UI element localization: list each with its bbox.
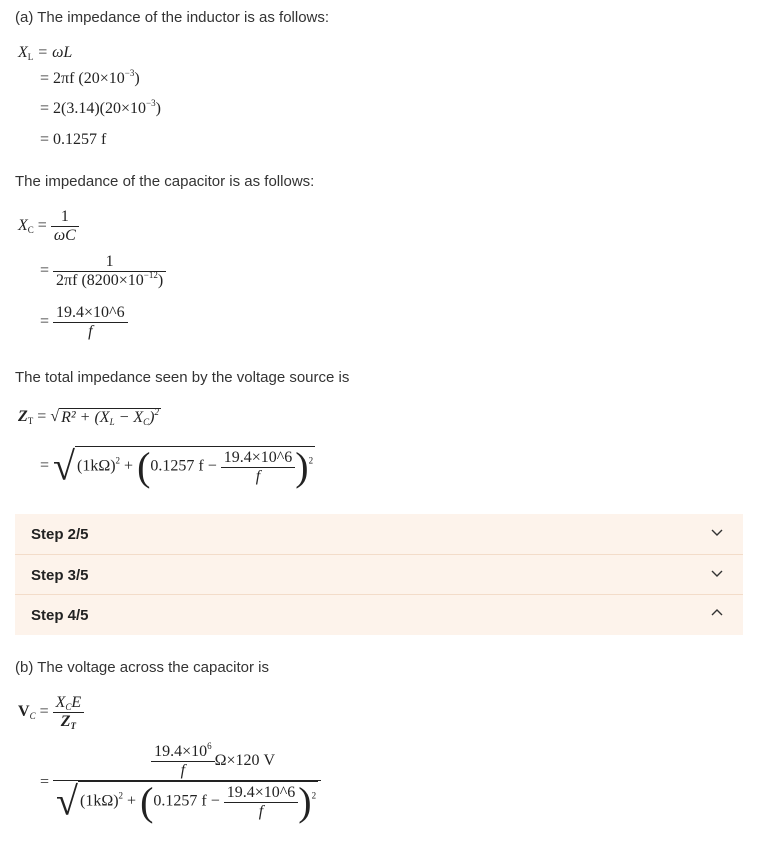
vc-inner-den: f — [151, 761, 215, 780]
xc-fraction-3 — [53, 304, 128, 341]
step-4-toggle[interactable] — [15, 595, 743, 635]
xc-line-2 — [40, 253, 166, 290]
xl-line-1-rhs: = ωL — [37, 44, 73, 61]
zt-line-2 — [40, 443, 315, 489]
equals-sign: = — [40, 262, 50, 280]
equals-sign: = — [40, 313, 50, 331]
vc-den2-exp: 2 — [311, 790, 317, 801]
xl-line-2 — [40, 70, 140, 88]
xc-f3-num: 19.4×10^6 — [56, 304, 125, 321]
chevron-down-icon — [709, 565, 725, 581]
zt-rhs-end: ) — [149, 409, 155, 426]
xc-f2-num: 1 — [105, 253, 114, 270]
vc-inner-fraction — [151, 743, 215, 780]
xl-subscript: L — [27, 52, 34, 62]
xc-f2-den: 2πf (8200×10 — [56, 272, 144, 289]
equals-sign: = — [39, 703, 49, 721]
equals-sign: = — [40, 457, 50, 475]
xc-f2-den-end: ) — [157, 272, 164, 289]
xl-line-3 — [40, 100, 161, 118]
vc-den2-a-exp: 2 — [118, 790, 124, 801]
zt-subscript: T — [27, 416, 34, 427]
step-2-toggle[interactable] — [15, 514, 743, 554]
vc-den2-den: f — [224, 802, 299, 821]
capacitor-intro: The impedance of the capacitor is as follows: — [15, 173, 315, 190]
equals-sign: = — [37, 408, 47, 426]
left-paren: ( — [140, 779, 154, 824]
step-3-toggle[interactable] — [15, 555, 743, 595]
vc-big-num — [53, 743, 321, 780]
xc-line-3 — [40, 304, 128, 341]
chevron-down-icon — [709, 524, 725, 540]
xc-symbol: X — [18, 217, 28, 235]
zt-line-2-num: 19.4×10^6 — [223, 448, 293, 466]
vc-den2-num: 19.4×10^6 — [226, 783, 296, 801]
step-label: Step 4/5 — [31, 607, 89, 624]
zt-rhs-sub2: C — [143, 417, 150, 427]
step-label: Step 2/5 — [31, 526, 89, 543]
vc-den2-fraction — [224, 784, 299, 821]
zt-rhs-exp: 2 — [154, 407, 159, 417]
zt-line-2-radicand — [75, 446, 315, 487]
vc-den2-a: (1kΩ) — [79, 792, 119, 810]
vc-subscript: C — [29, 711, 36, 722]
vc-num-e: E — [71, 694, 82, 711]
equals-sign: = — [40, 773, 50, 791]
zt-rhs-mid: − X — [114, 409, 144, 426]
vc-num-sub: C — [65, 702, 72, 712]
xc-line-1 — [18, 208, 79, 245]
xc-subscript: C — [27, 225, 34, 236]
vc-inner-num-exp: 6 — [207, 741, 212, 751]
steps-accordion — [15, 514, 743, 635]
chevron-up-icon — [709, 605, 725, 621]
xc-f2-den-exp: −12 — [143, 270, 158, 280]
xc-f1-den: ωC — [51, 226, 79, 245]
xl-line-3-exp: −3 — [146, 98, 156, 108]
vc-line-2 — [40, 743, 321, 822]
xl-line-3-end: ) — [155, 100, 161, 117]
xl-line-1 — [18, 44, 72, 62]
xc-f3-den: f — [53, 322, 128, 341]
vc-fraction — [53, 694, 85, 731]
step-label: Step 3/5 — [31, 567, 89, 584]
vc-symbol: V — [18, 703, 30, 721]
zt-rhs: R² + (X — [61, 409, 110, 426]
vc-den2-plus: + — [127, 792, 137, 810]
vc-den — [53, 712, 85, 731]
xc-fraction-1 — [51, 208, 79, 245]
vc-big-den — [53, 780, 321, 822]
vc-line-1 — [18, 694, 84, 731]
xc-f1-num: 1 — [60, 208, 69, 225]
vc-den2-b: 0.1257 f − — [153, 792, 220, 810]
xl-line-2-exp: −3 — [124, 68, 135, 78]
sqrt-sign: √ — [56, 778, 78, 824]
xl-symbol: X — [18, 44, 28, 61]
xl-line-2-text: = 2πf (20×10 — [40, 70, 125, 87]
xl-line-4: = 0.1257 f — [40, 131, 107, 148]
left-paren: ( — [137, 444, 151, 489]
zt-line-2-a: (1kΩ) — [76, 457, 116, 475]
zt-radicand — [59, 408, 161, 427]
xl-line-2-end: ) — [134, 70, 140, 87]
sqrt-sign: √ — [50, 408, 60, 426]
sqrt-sign: √ — [53, 443, 75, 489]
equals-sign: = — [37, 217, 47, 235]
xc-fraction-2 — [53, 253, 166, 290]
part-a-intro: (a) The impedance of the inductor is as follows: — [15, 9, 330, 26]
total-impedance-intro: The total impedance seen by the voltage source is — [15, 369, 350, 386]
vc-num-x: X — [55, 694, 66, 711]
vc-den-z: Z — [60, 713, 71, 730]
zt-line-2-a-exp: 2 — [115, 455, 121, 466]
zt-line-2-plus: + — [124, 457, 134, 475]
xc-f2-den-wrap — [53, 271, 166, 290]
part-b-intro: (b) The voltage across the capacitor is — [15, 659, 270, 676]
vc-big-fraction — [53, 743, 321, 822]
zt-line-1 — [18, 408, 161, 427]
zt-rhs-sub1: L — [109, 417, 115, 427]
right-paren: ) — [295, 444, 309, 489]
vc-inner-num-a: 19.4×10 — [154, 743, 208, 760]
vc-den-radicand — [78, 781, 318, 822]
vc-den-sub: T — [70, 721, 77, 731]
right-paren: ) — [298, 779, 312, 824]
zt-line-2-exp: 2 — [308, 455, 314, 466]
zt-line-2-den: f — [221, 467, 296, 486]
zt-symbol: Z — [18, 408, 28, 426]
zt-line-2-fraction — [221, 449, 296, 486]
vc-inner-num — [151, 743, 215, 761]
vc-big-num-tail: Ω×120 V — [214, 752, 276, 770]
xl-line-3-text: = 2(3.14)(20×10 — [40, 100, 147, 117]
vc-num — [53, 694, 85, 712]
zt-line-2-b: 0.1257 f − — [150, 457, 217, 475]
